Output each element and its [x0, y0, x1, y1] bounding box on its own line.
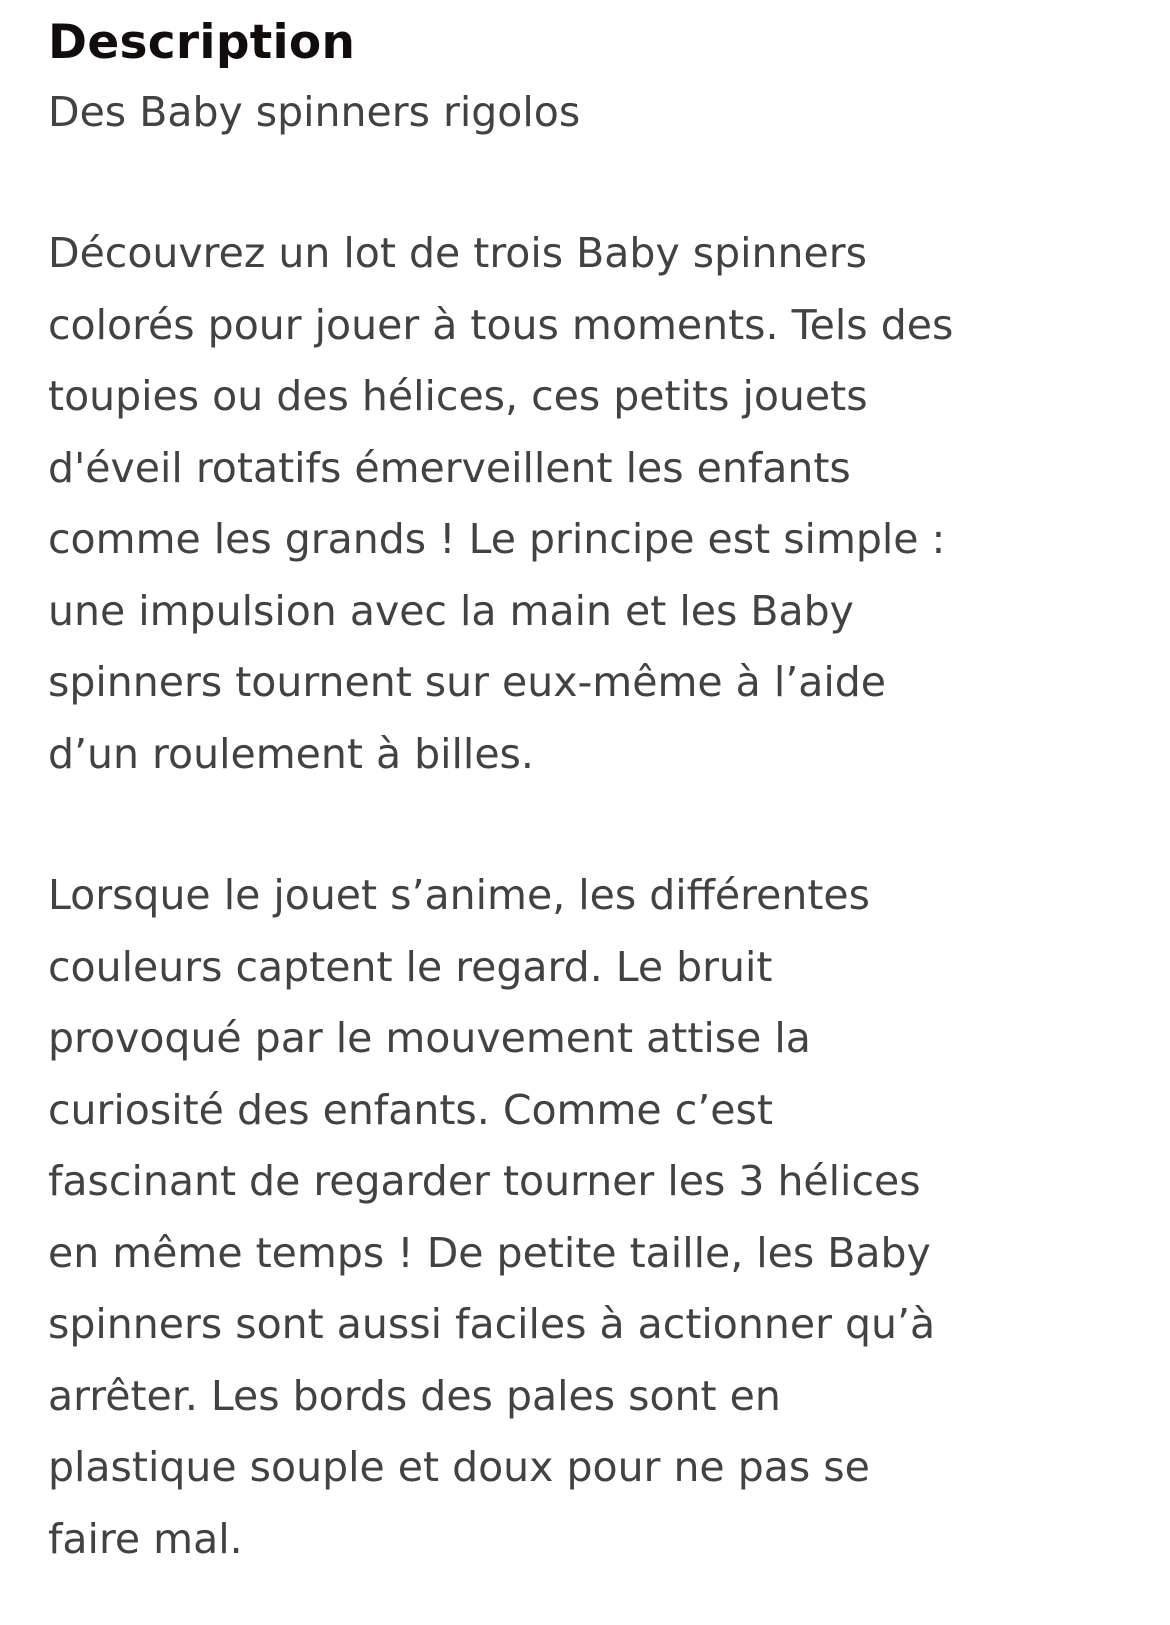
- description-paragraph-1: [48, 218, 1138, 790]
- description-heading: Description: [48, 15, 356, 70]
- product-description-section: [48, 0, 1138, 1575]
- paragraph-line: d'éveil rotatifs émerveillent les enfants: [48, 443, 851, 492]
- paragraph-line: toupies ou des hélices, ces petits jouets: [48, 372, 868, 420]
- paragraph-line: Découvrez un lot de trois Baby spinners: [48, 229, 867, 277]
- paragraph-line: spinners sont aussi faciles à actionner qu’à: [48, 1300, 936, 1348]
- paragraph-line: couleurs captent le regard. Le bruit: [48, 942, 773, 991]
- paragraph-line: curiosité des enfants. Comme c’est: [48, 1085, 773, 1134]
- paragraph-line: spinners tournent sur eux-même à l’aide: [48, 658, 887, 706]
- paragraph-line: arrêter. Les bords des pales sont en: [48, 1371, 781, 1420]
- paragraph-line: plastique souple et doux pour ne pas se: [48, 1443, 870, 1491]
- description-paragraph-2: [48, 860, 1138, 1575]
- paragraph-line: fascinant de regarder tourner les 3 hélices: [48, 1157, 921, 1205]
- paragraph-line: une impulsion avec la main et les Baby: [48, 586, 854, 635]
- paragraph-line: comme les grands ! Le principe est simple :: [48, 515, 946, 563]
- description-subtitle: Des Baby spinners rigolos: [48, 88, 581, 136]
- paragraph-line: faire mal.: [48, 1514, 243, 1563]
- paragraph-line: d’un roulement à billes.: [48, 729, 534, 778]
- paragraph-line: colorés pour jouer à tous moments. Tels des: [48, 300, 954, 349]
- paragraph-line: provoqué par le mouvement attise la: [48, 1014, 811, 1062]
- paragraph-line: en même temps ! De petite taille, les Baby: [48, 1228, 931, 1277]
- paragraph-line: Lorsque le jouet s’anime, les différentes: [48, 871, 870, 919]
